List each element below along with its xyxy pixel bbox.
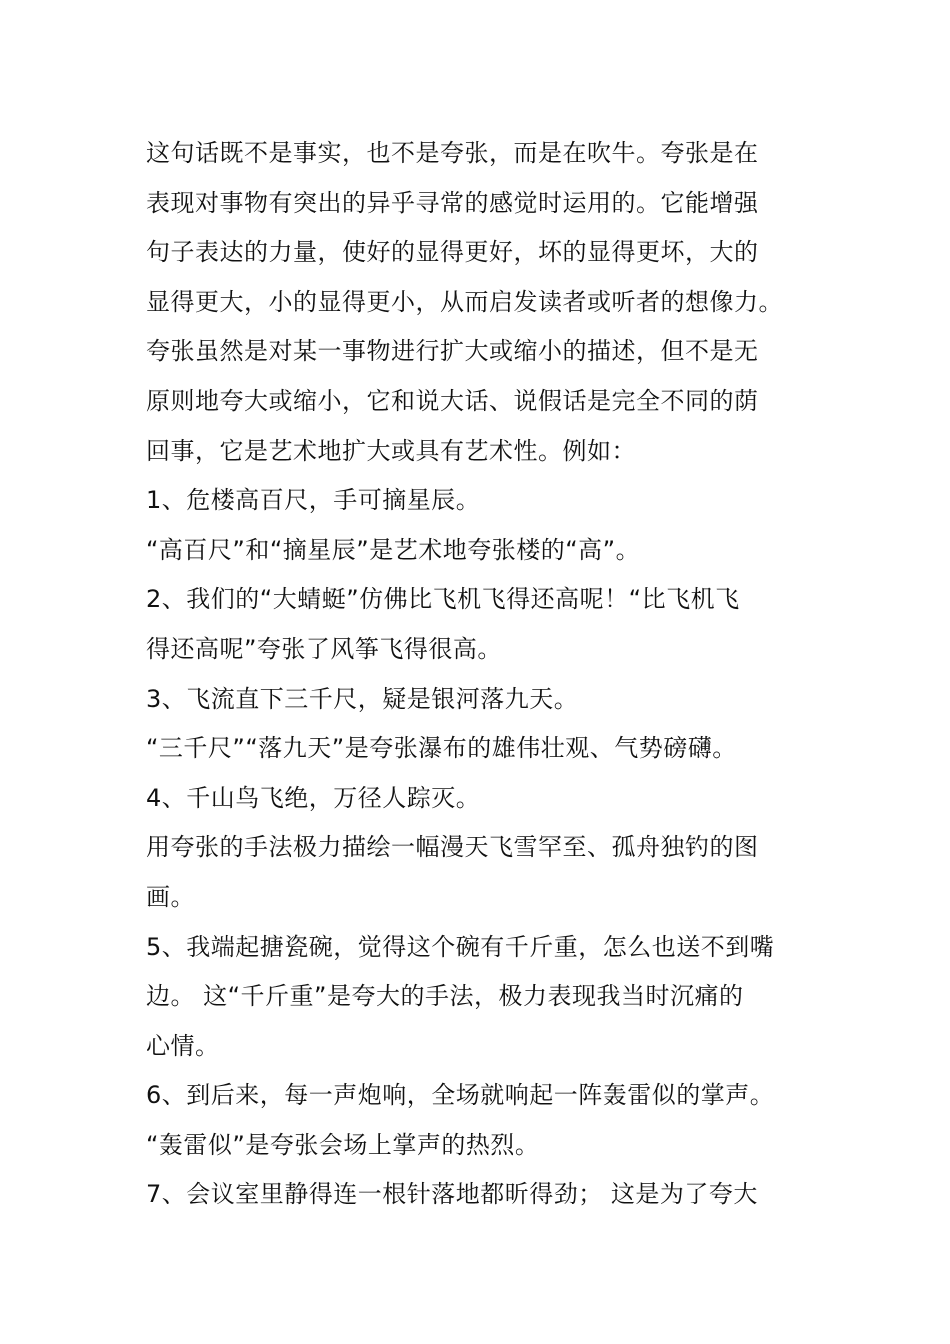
document-body	[146, 134, 816, 1225]
text-line: 回事，它是艺术地扩大或具有艺术性。例如：	[146, 436, 636, 465]
text-line: 4、千山鸟飞绝，万径人踪灭。	[146, 783, 481, 812]
text-line: 5、我端起搪瓷碗，觉得这个碗有千斤重，怎么也送不到嘴	[146, 932, 775, 961]
text-line: 画。	[146, 882, 195, 911]
text-line: 7、会议室里静得连一根针落地都昕得劲； 这是为了夸大	[146, 1180, 758, 1209]
text-line: 原则地夸大或缩小，它和说大话、说假话是完全不同的荫	[146, 386, 759, 415]
text-line: 3、飞流直下三千尺，疑是银河落九天。	[146, 684, 579, 713]
text-line: 6、到后来，每一声炮响，全场就响起一阵轰雷似的掌声。	[146, 1081, 775, 1110]
text-line: 这句话既不是事实，也不是夸张，而是在吹牛。夸张是在	[146, 139, 759, 167]
text-line: “三千尺”“落九天”是夸张瀑布的雄伟壮观、气势磅礴。	[146, 734, 737, 763]
text-line: 心情。	[146, 1031, 220, 1060]
text-line: “轰雷似”是夸张会场上掌声的热烈。	[146, 1130, 540, 1159]
text-line: 表现对事物有突出的异乎寻常的感觉时运用的。它能增强	[146, 188, 759, 217]
text-line: 显得更大，小的显得更小，从而启发读者或听者的想像力。	[146, 287, 783, 316]
text-line: 边。 这“千斤重”是夸大的手法，极力表现我当时沉痛的	[146, 982, 744, 1011]
text-line: “高百尺”和“摘星辰”是艺术地夸张楼的“高”。	[146, 535, 641, 564]
text-line: 2、我们的“大蜻蜓”仿佛比飞机飞得还高呢！“比飞机飞	[146, 585, 740, 614]
text-line: 夸张虽然是对某一事物进行扩大或缩小的描述，但不是无	[146, 337, 759, 366]
text-line: 1、危楼高百尺，手可摘星辰。	[146, 486, 481, 515]
text-line: 得还高呢”夸张了风筝飞得很高。	[146, 634, 502, 663]
text-line: 句子表达的力量，使好的显得更好，坏的显得更坏，大的	[146, 238, 759, 267]
text-line: 用夸张的手法极力描绘一幅漫天飞雪罕至、孤舟独钓的图	[146, 833, 759, 862]
